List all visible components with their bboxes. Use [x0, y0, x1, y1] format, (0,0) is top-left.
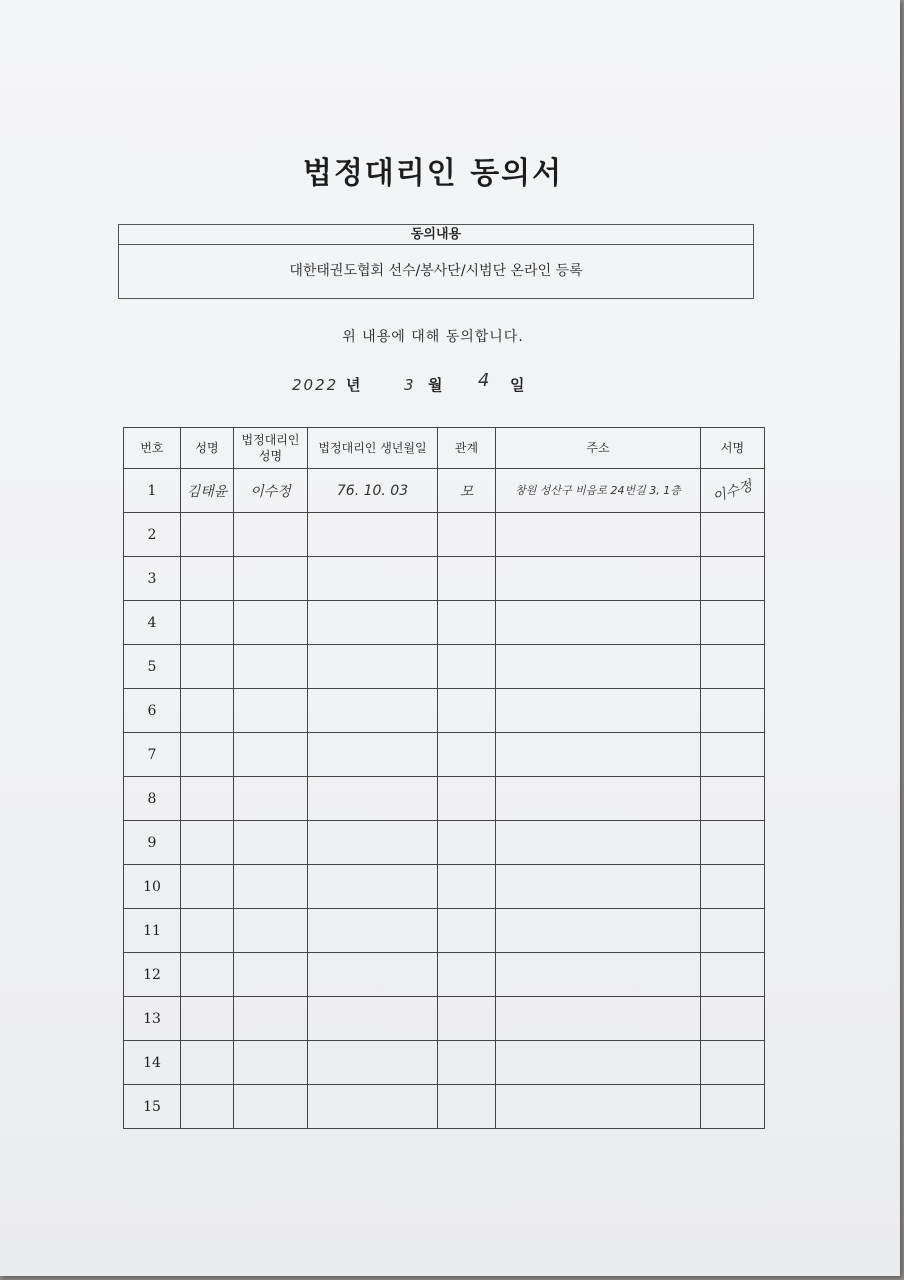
row-signature-cell — [701, 469, 765, 513]
table-row — [124, 821, 765, 865]
table-row — [124, 777, 765, 821]
date-year-label: 년 — [346, 376, 361, 394]
handwritten-signature: 이수정 — [711, 477, 755, 506]
row-number: 2 — [124, 513, 181, 557]
row-number: 15 — [124, 1085, 181, 1129]
document-title: 법정대리인 동의서 — [302, 156, 564, 191]
agreement-statement: 위 내용에 대해 동의합니다. — [342, 329, 524, 345]
date-month-label: 월 — [428, 376, 443, 394]
date-month: 3 — [404, 376, 414, 394]
row-name: 김태윤 — [181, 469, 234, 513]
row-number: 9 — [124, 821, 181, 865]
consent-content-box — [118, 224, 754, 299]
header-address: 주소 — [496, 428, 701, 469]
row-guardian-name: 이수정 — [234, 469, 308, 513]
row-number: 6 — [124, 689, 181, 733]
consent-content-header: 동의내용 — [119, 225, 753, 245]
row-address: 창원 성산구 비음로 24번길 3, 1층 — [496, 469, 701, 513]
header-guardian-birthdate: 법정대리인 생년월일 — [308, 428, 438, 469]
table-row — [124, 865, 765, 909]
row-number: 1 — [124, 469, 181, 513]
row-number: 11 — [124, 909, 181, 953]
header-name: 성명 — [181, 428, 234, 469]
date-day-label: 일 — [510, 376, 525, 394]
row-number: 14 — [124, 1041, 181, 1085]
table-row — [124, 469, 765, 513]
row-number: 10 — [124, 865, 181, 909]
table-row — [124, 557, 765, 601]
date-day: 4 — [478, 370, 490, 391]
consent-content-text: 대한태권도협회 선수/봉사단/시범단 온라인 등록 — [289, 263, 583, 279]
header-relation: 관계 — [438, 428, 496, 469]
table-row — [124, 601, 765, 645]
row-number: 3 — [124, 557, 181, 601]
row-number: 12 — [124, 953, 181, 997]
header-guardian-name: 법정대리인 성명 — [234, 428, 308, 469]
table-row — [124, 689, 765, 733]
guardian-consent-table — [123, 427, 765, 1129]
table-row — [124, 733, 765, 777]
table-row — [124, 1041, 765, 1085]
row-number: 4 — [124, 601, 181, 645]
table-row — [124, 513, 765, 557]
row-number: 5 — [124, 645, 181, 689]
table-row — [124, 909, 765, 953]
row-number: 7 — [124, 733, 181, 777]
date-year: 2022 — [292, 376, 339, 394]
row-number: 13 — [124, 997, 181, 1041]
header-signature: 서명 — [701, 428, 765, 469]
table-header-row — [124, 428, 765, 469]
row-guardian-birthdate: 76. 10. 03 — [308, 469, 438, 513]
table-row — [124, 953, 765, 997]
table-row — [124, 1085, 765, 1129]
table-row — [124, 645, 765, 689]
row-relation: 모 — [438, 469, 496, 513]
table-row — [124, 997, 765, 1041]
row-number: 8 — [124, 777, 181, 821]
header-number: 번호 — [124, 428, 181, 469]
